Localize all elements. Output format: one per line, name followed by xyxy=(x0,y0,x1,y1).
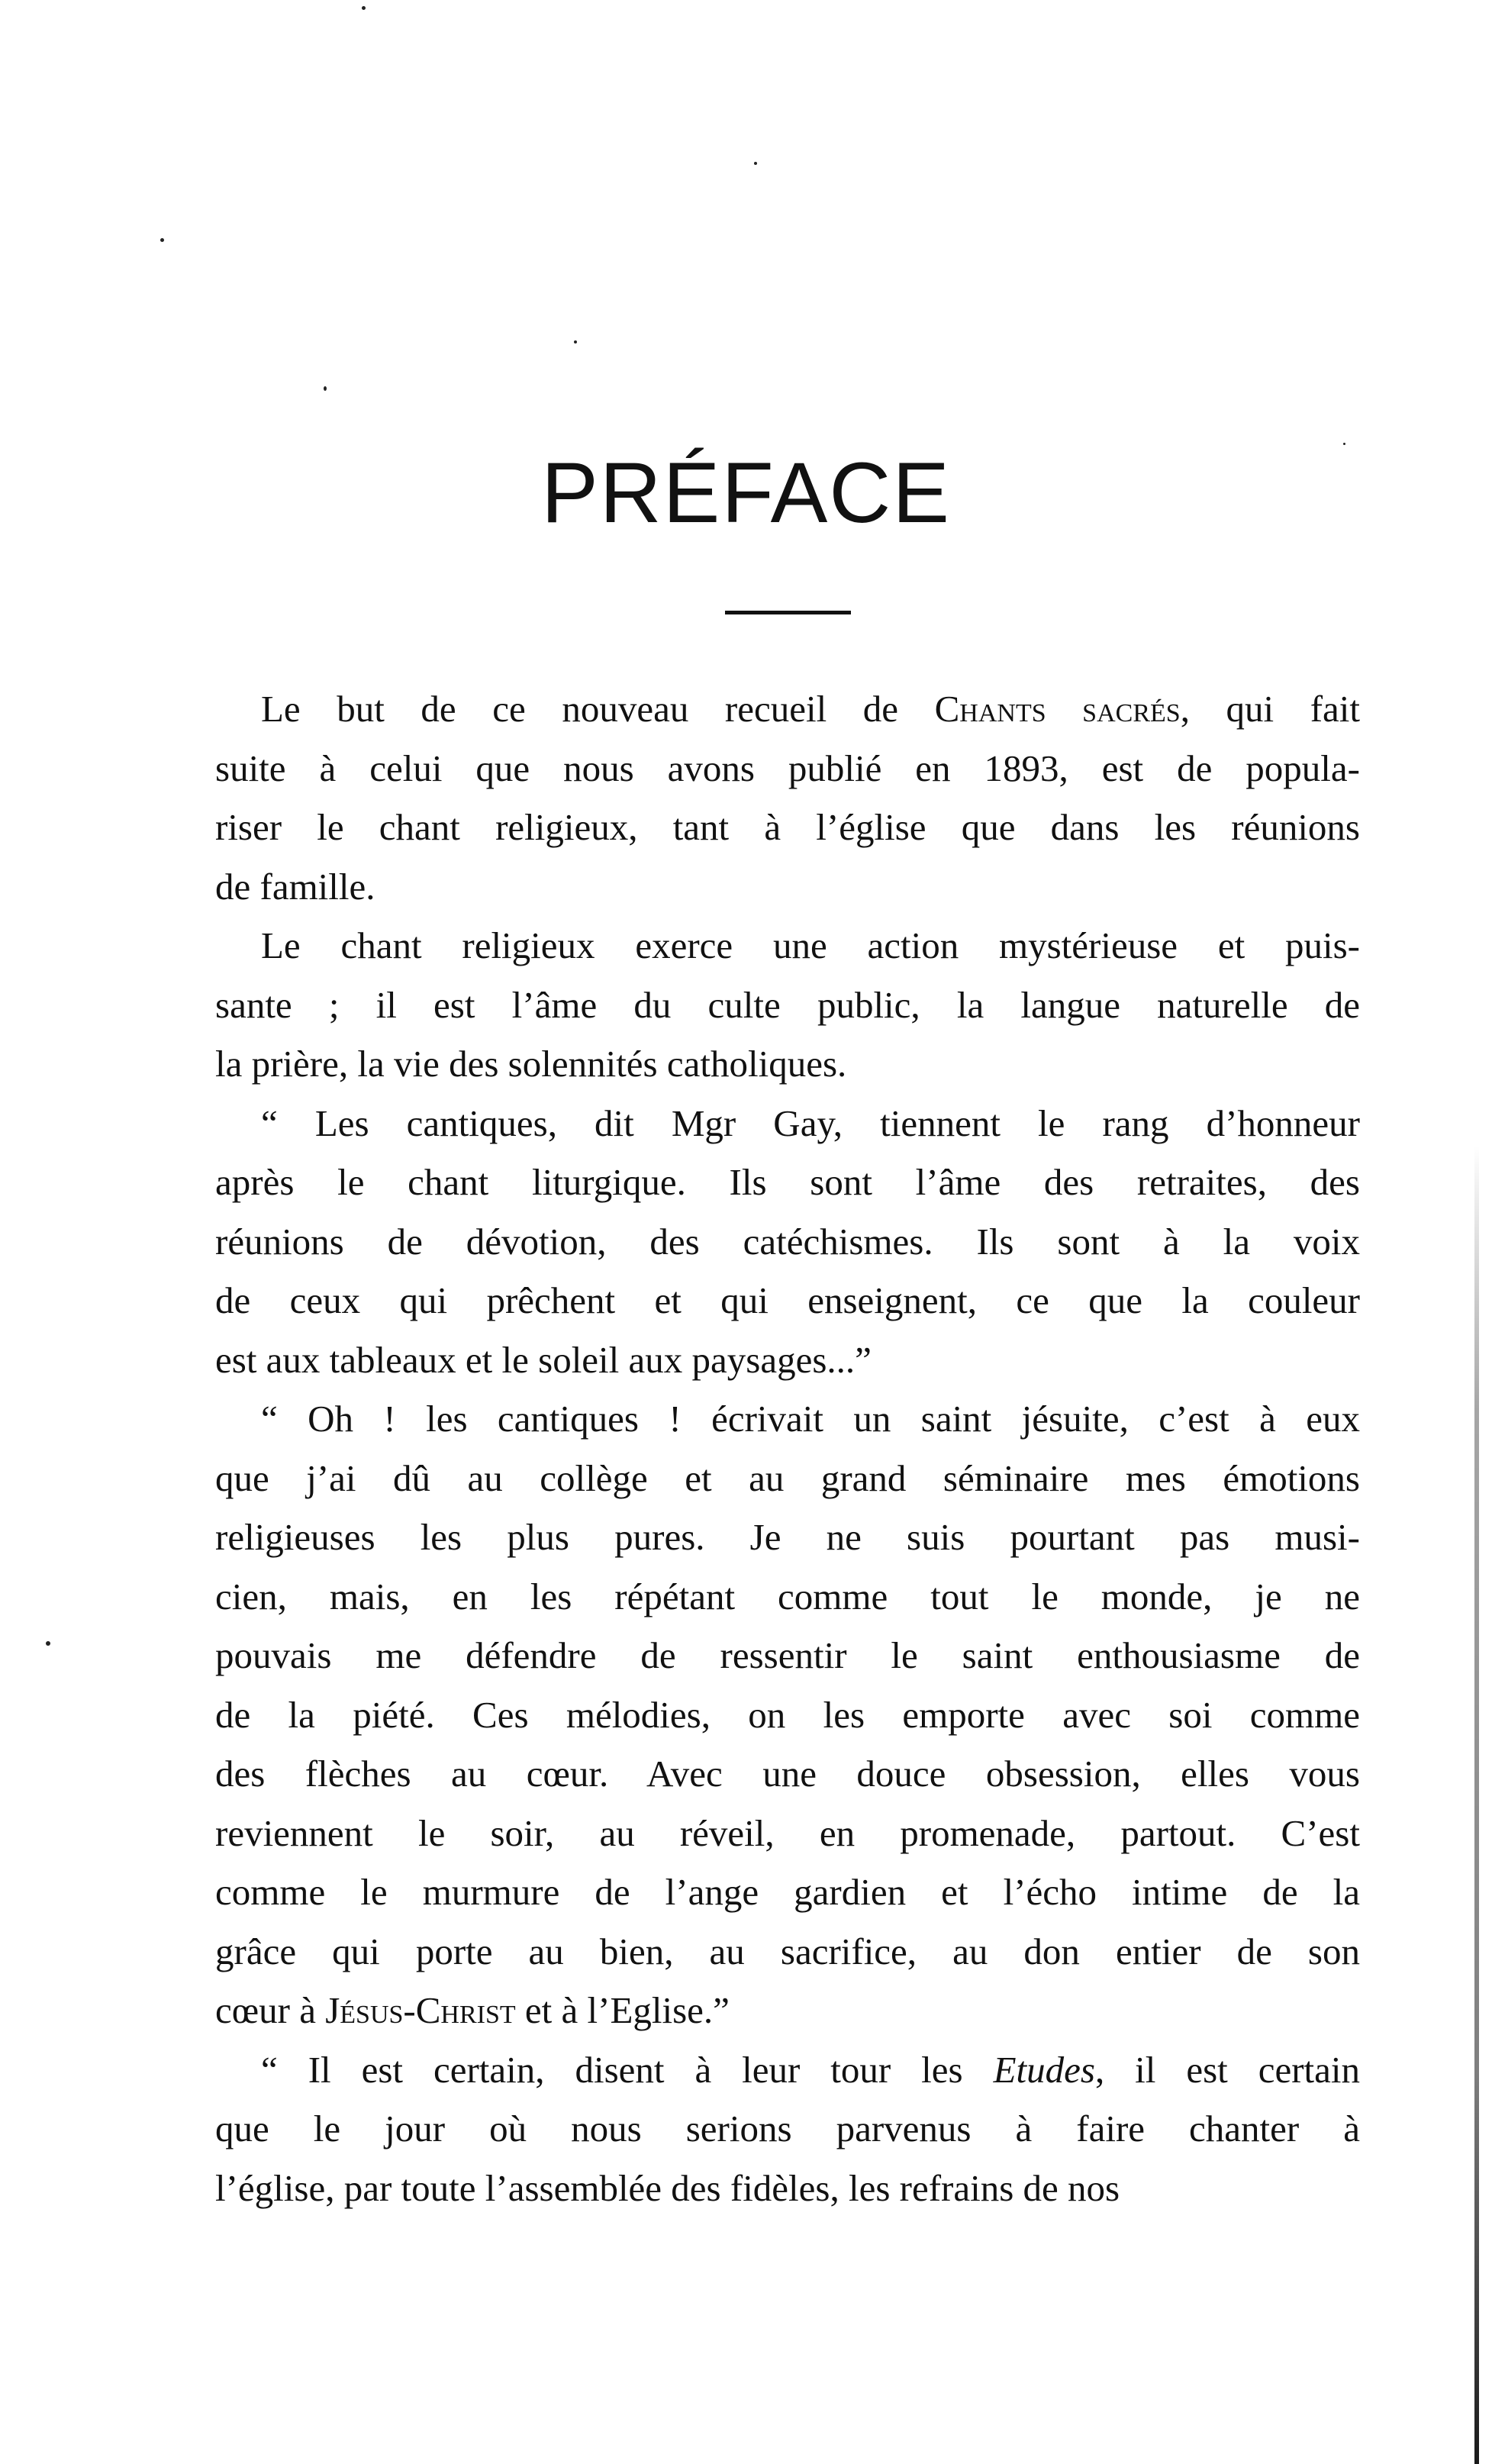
text-run: que le jour où nous serions parvenus à faire chanter à xyxy=(215,2108,1360,2150)
small-caps-run: Chants sacrés xyxy=(934,688,1181,730)
scan-speck xyxy=(160,238,164,242)
text-line xyxy=(215,1094,1360,1153)
text-line xyxy=(215,1863,1360,1922)
text-run: est aux tableaux et le soleil aux paysages...” xyxy=(215,1338,872,1381)
text-run: l’église, par toute l’assemblée des fidèles, les refrains de nos xyxy=(215,2166,1120,2209)
text-line xyxy=(215,1271,1360,1330)
text-line xyxy=(215,1508,1360,1567)
text-line xyxy=(215,2040,1360,2100)
text-line xyxy=(215,1330,1360,1390)
text-run: cœur à xyxy=(215,1989,326,2031)
text-run: grâce qui porte au bien, au sacrifice, au don entier de son xyxy=(215,1930,1360,1972)
text-run: comme le murmure de l’ange gardien et l’écho intime de la xyxy=(215,1871,1360,1913)
text-run: , qui fait xyxy=(1180,688,1360,730)
text-line xyxy=(215,1153,1360,1212)
text-run: religieuses les plus pures. Je ne suis pourtant pas musi- xyxy=(215,1516,1360,1558)
text-run: Le chant religieux exerce une action mystérieuse et puis- xyxy=(261,924,1360,966)
text-line xyxy=(215,2099,1360,2159)
text-line xyxy=(215,1389,1360,1449)
small-caps-run: Jésus-Christ xyxy=(325,1989,516,2031)
text-line xyxy=(215,1922,1360,1982)
scan-speck xyxy=(754,162,757,165)
text-line xyxy=(215,1212,1360,1272)
text-line xyxy=(215,1685,1360,1745)
text-run: “ Il est certain, disent à leur tour les xyxy=(261,2048,994,2091)
page-edge-shadow xyxy=(1474,1145,1479,2464)
text-line xyxy=(215,739,1360,798)
scan-speck xyxy=(324,386,327,391)
scan-speck xyxy=(574,340,577,343)
text-run: de famille. xyxy=(215,865,375,908)
text-line xyxy=(215,2159,1360,2218)
text-run: cien, mais, en les répétant comme tout le monde, je ne xyxy=(215,1575,1360,1617)
text-run: la prière, la vie des solennités catholiques. xyxy=(215,1043,847,1085)
text-line xyxy=(215,1981,1360,2040)
text-line xyxy=(215,1804,1360,1863)
text-run: et à l’Eglise.” xyxy=(515,1989,730,2031)
italic-run: Etudes xyxy=(993,2048,1095,2091)
text-run: que j’ai dû au collège et au grand séminaire mes émotions xyxy=(215,1456,1360,1499)
text-run: reviennent le soir, au réveil, en promenade, partout. C’est xyxy=(215,1811,1360,1854)
text-run: “ Oh ! les cantiques ! écrivait un saint jésuite, c’est à eux xyxy=(261,1398,1360,1440)
preface-body xyxy=(215,679,1360,2217)
text-line xyxy=(215,857,1360,917)
text-run: réunions de dévotion, des catéchismes. Ils sont à la voix xyxy=(215,1220,1360,1263)
text-line xyxy=(215,916,1360,976)
text-run: de ceux qui prêchent et qui enseignent, ce que la couleur xyxy=(215,1279,1360,1321)
text-run: suite à celui que nous avons publié en 1893, est de popula- xyxy=(215,747,1360,789)
scan-speck xyxy=(1343,443,1345,445)
text-line xyxy=(215,798,1360,857)
text-run: Le but de ce nouveau recueil de xyxy=(261,688,935,730)
text-line xyxy=(215,679,1360,739)
text-line xyxy=(215,1449,1360,1508)
title-rule xyxy=(725,611,851,614)
text-run: sante ; il est l’âme du culte public, la langue naturelle de xyxy=(215,983,1360,1026)
text-line xyxy=(215,1034,1360,1094)
scan-speck xyxy=(362,6,366,10)
text-line xyxy=(215,1567,1360,1627)
text-run: pouvais me défendre de ressentir le saint enthousiasme de xyxy=(215,1634,1360,1676)
text-run: des flèches au cœur. Avec une douce obsession, elles vous xyxy=(215,1753,1360,1795)
text-line xyxy=(215,976,1360,1035)
text-run: après le chant liturgique. Ils sont l’âme des retraites, des xyxy=(215,1161,1360,1203)
text-line xyxy=(215,1744,1360,1804)
text-run: “ Les cantiques, dit Mgr Gay, tiennent le rang d’honneur xyxy=(261,1101,1360,1144)
text-run: riser le chant religieux, tant à l’église que dans les réunions xyxy=(215,806,1360,848)
page-title: PRÉFACE xyxy=(541,445,951,540)
text-run: de la piété. Ces mélodies, on les emporte avec soi comme xyxy=(215,1693,1360,1736)
text-line xyxy=(215,1626,1360,1685)
scan-speck xyxy=(46,1641,50,1646)
text-run: , il est certain xyxy=(1094,2048,1360,2091)
